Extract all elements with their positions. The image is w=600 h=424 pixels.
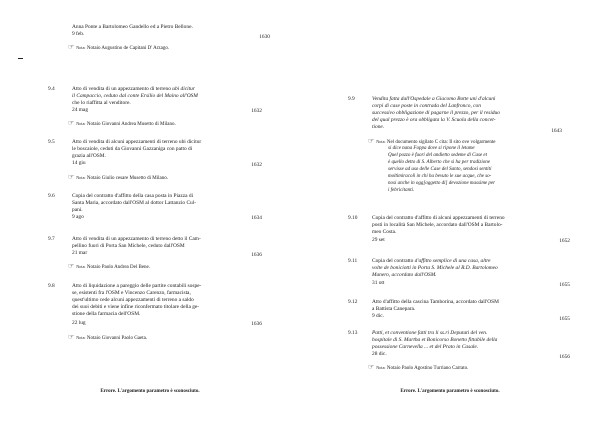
- entry-line: Copia del contratto d'affitto semplice di una casa, altre: [372, 258, 491, 264]
- entry-line: corpi di case poste in contrada del Lanfronco, con: [372, 103, 481, 109]
- header-date: 9 feb.: [72, 31, 85, 37]
- entry-line: possessione Carnevella ... et del Prato in Casale.: [372, 344, 479, 350]
- entry-note: ☞ Nota: Notaio Giulio cesare Musetto di Milano.: [68, 173, 168, 181]
- note-line: è quello detto di S. Alberto che si ha per tradizione: [388, 160, 490, 165]
- entry-line: dei suoi debiti e viene infine riconfermato titolare della ge-: [72, 304, 200, 310]
- entry-year: 1632: [251, 108, 262, 114]
- entry-line: del qual prezzo è ora obbligata la V. Scuola della concet-: [372, 117, 496, 123]
- entry-line: Manero, accordato dall'OSM.: [372, 272, 437, 278]
- entry-line: il Campaccio, ceduto dal conte Ersilio del Maino all'OSM: [72, 93, 198, 99]
- entry-line: Vendita fatta dall'Ospedale a Giacomo Botte uni d'alcuni: [372, 96, 496, 102]
- entry-line: Atto di vendita di un appezzamento di terreno detto il Cam-: [72, 236, 201, 242]
- entry-date: 22 lug: [72, 320, 86, 326]
- entry-date: 9 ago: [72, 214, 84, 220]
- entry-year: 1655: [559, 316, 570, 322]
- note-line: Quel pozzo è fuori del andietto sedeme di Case et: [388, 153, 488, 158]
- note-line: nosi anche in ogg[oggetto di] devozione massime per: [388, 181, 496, 186]
- entry-line: Atto di liquidazione a pareggio delle partite contabili sospe-: [72, 283, 202, 289]
- entry-date: 21 mar: [72, 250, 88, 256]
- margin-mark: [18, 58, 23, 59]
- entry-line: Patti, et conventione fatti tra li ss.ri Deputati del ven.: [372, 330, 488, 336]
- entry-line: meo Costa.: [372, 229, 397, 235]
- entry-line: se, esistenti fra l'OSM e Vincenzo Carenzo, farmacista,: [72, 290, 191, 296]
- header-note: ☞ Nota: Notaio Augustino de Capitani D' Arzago.: [68, 43, 170, 51]
- entry-number: 9.8: [48, 283, 55, 289]
- entry-note: ☞ Nota: Notaio Giovanni Paolo Gaeta.: [68, 333, 148, 341]
- entry-year: 1636: [251, 252, 262, 258]
- entry-note: ☞ Nota: Notaio Paolo Andrea Del Bene.: [68, 262, 151, 270]
- entry-number: 9.6: [48, 193, 55, 199]
- page-footer: Errore. L'argomento parametro è sconosciuto.: [100, 389, 200, 394]
- entry-number: 9.10: [348, 215, 358, 221]
- note-line: moltimiracoli in chi ha bevuto le sue acque, che so-: [388, 174, 492, 179]
- entry-line: Copia del contratto d'affitto della casa posta in Piazza di: [72, 193, 194, 199]
- pointing-hand-icon: ☞: [368, 137, 375, 145]
- entry-year: 1652: [559, 238, 570, 244]
- entry-line: tione.: [372, 124, 385, 130]
- entry-line: Atto di vendita di alcuni appezzamenti di terreno ubi dicitur: [72, 139, 202, 145]
- entry-line: pellino fuori di Porta San Michele, ceduto dall'OSM: [72, 243, 185, 249]
- entry-number: 9.9: [348, 96, 355, 102]
- entry-number: 9.11: [348, 258, 358, 264]
- entry-line: a Battista Canepara.: [372, 306, 416, 312]
- entry-note: ☞ Nota: Notaio Giovanni Andrea Musetto di Milano.: [68, 119, 176, 127]
- entry-date: 9 dic.: [372, 313, 384, 319]
- entry-date: 31 ott: [372, 280, 385, 286]
- entry-line: Atto d'affitto della cascina Tamborina, accordato dall'OSM: [372, 299, 499, 305]
- entry-note: ☞ Nota: Notaio Paolo Agostino Turriano Carrato.: [368, 363, 469, 371]
- page-footer: Errore. L'argomento parametro è sconosciuto.: [400, 389, 500, 394]
- entry-number: 9.13: [348, 330, 358, 336]
- pointing-hand-icon: ☞: [68, 43, 75, 51]
- entry-line: posti in località San Michele, accordato dall'OSM a Bartolo-: [372, 222, 503, 228]
- entry-number: 9.7: [48, 236, 55, 242]
- entry-year: 1634: [251, 215, 262, 221]
- entry-line: che lo riaffitta al venditore.: [72, 100, 131, 106]
- entry-line: volte de boniciotti in Porta S. Michele al R.D. Bartolomeo: [372, 265, 498, 271]
- header-line: Anna Ponte a Bartolomeo Gandello ed a Pietro Bellone.: [72, 24, 193, 30]
- entry-year: 1632: [251, 162, 262, 168]
- pointing-hand-icon: ☞: [368, 363, 375, 371]
- entry-date: 28 dic.: [372, 351, 387, 357]
- header-year: 1630: [259, 34, 270, 40]
- entry-line: Copia del contratto d'affitto di alcuni appezzamenti di terreno: [372, 215, 505, 221]
- entry-number: 9.5: [48, 139, 55, 145]
- entry-line: hospitale di S. Martha et Bonicorso Bonetto fittabile della: [372, 337, 498, 343]
- entry-line: successivo obbligazione di pagarne il prezzo, per il residuo: [372, 110, 500, 116]
- right-page: [300, 0, 600, 424]
- entry-date: 29 set: [372, 237, 385, 243]
- note-line: i febricitanti.: [388, 188, 415, 193]
- pointing-hand-icon: ☞: [68, 119, 75, 127]
- note-line: servisse ad uso delle Case del Santo, sendosi sentiti: [388, 167, 492, 172]
- entry-line: pani.: [72, 207, 83, 213]
- entry-date: 14 giu: [72, 160, 86, 166]
- entry-note: ☞ Nota: Nel documento sigilato C cita: Il sito ove volgarmente: [368, 137, 496, 145]
- entry-number: 9.12: [348, 299, 358, 305]
- entry-year: 1636: [251, 321, 262, 327]
- entry-date: 24 mag: [72, 107, 89, 113]
- pointing-hand-icon: ☞: [68, 333, 75, 341]
- entry-number: 9.4: [48, 86, 55, 92]
- note-line: si dice nana Foppa dove si ripone il letame: [388, 146, 475, 151]
- entry-line: quest'ultimo cede alcuni appezzamenti di terreno a saldo: [72, 297, 194, 303]
- entry-line: grazia all'OSM.: [72, 153, 106, 159]
- entry-line: stione della farmacia dell'OSM.: [72, 311, 141, 317]
- entry-line: Atto di vendita di un appezzamento di terreno ubi dicitur: [72, 86, 195, 92]
- pointing-hand-icon: ☞: [68, 262, 75, 270]
- entry-year: 1655: [559, 282, 570, 288]
- entry-line: Santa Maria, accordato dall'OSM al dottor Lattanzio Cul-: [72, 200, 197, 206]
- entry-year: 1643: [551, 128, 562, 134]
- entry-line: le boscaiole, ceduti da Giovanni Gazzaniga con patto di: [72, 146, 193, 152]
- entry-year: 1656: [559, 354, 570, 360]
- pointing-hand-icon: ☞: [68, 173, 75, 181]
